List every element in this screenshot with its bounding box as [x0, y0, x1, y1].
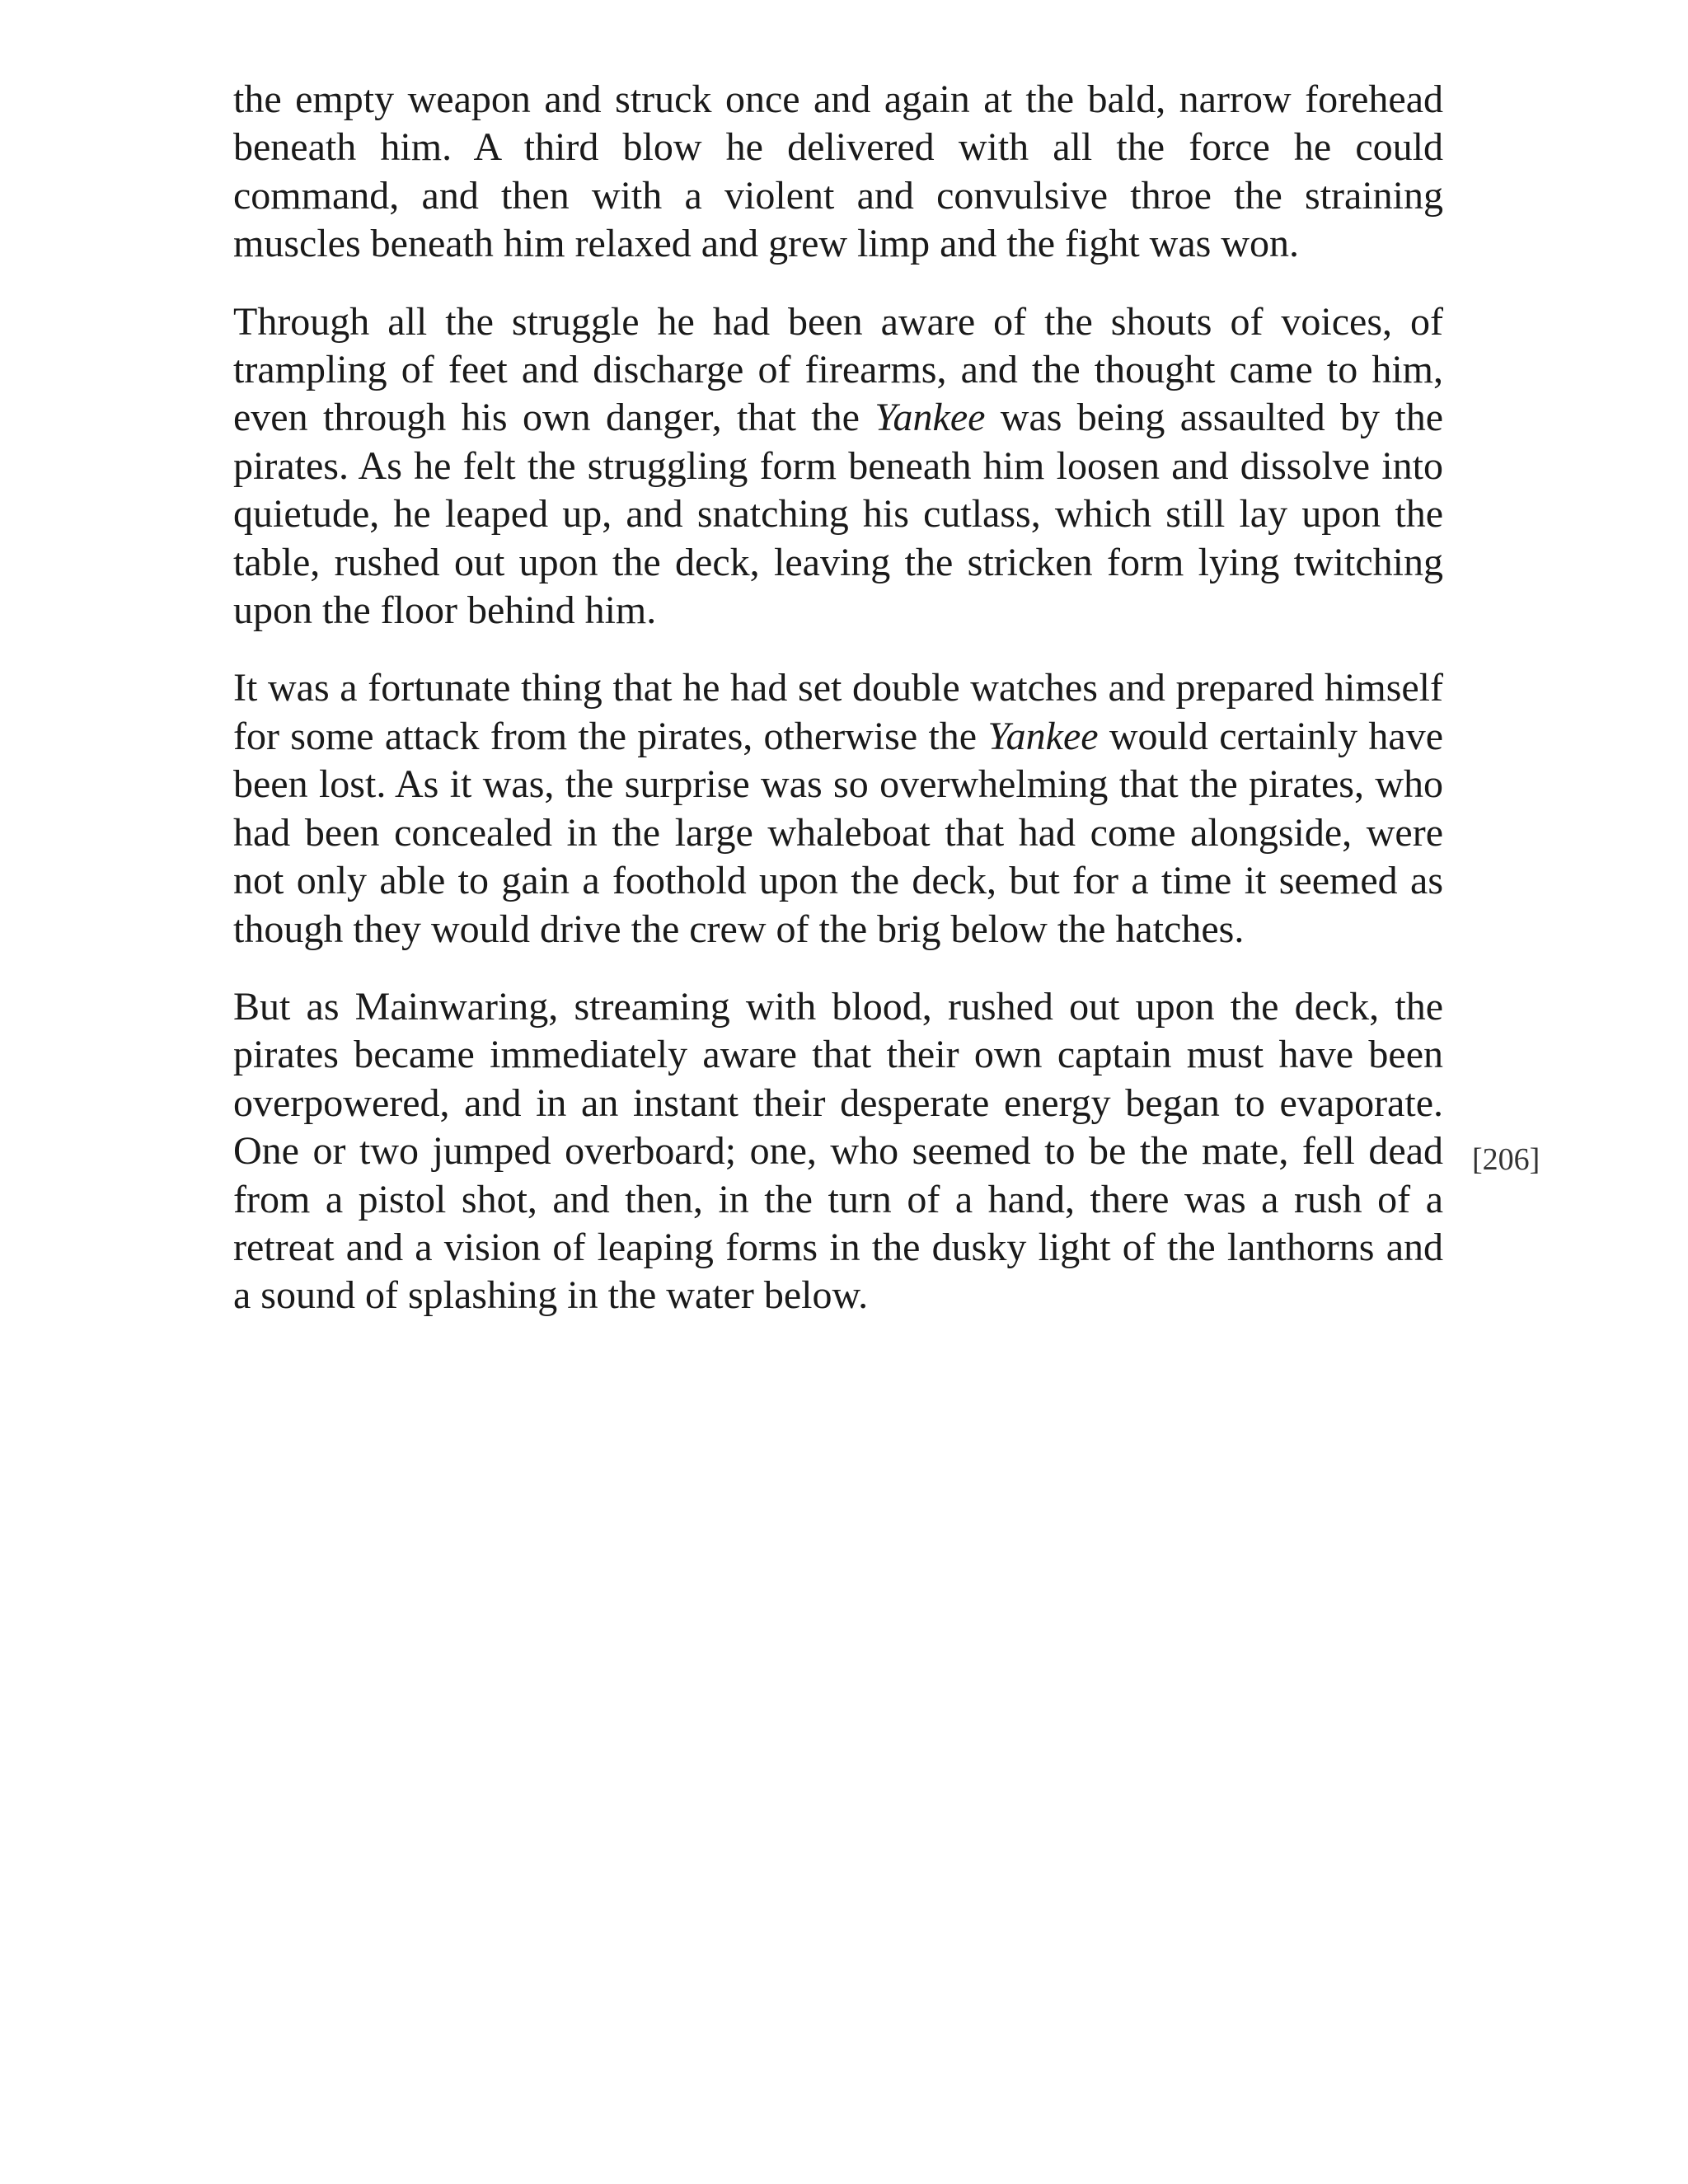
paragraph-2: [233, 298, 1443, 635]
paragraph-2-text-before: Through all the struggle he had been aware of the shouts of voices, of trampling of feet and discharge of firearms, and the thought came to him, even through his own danger, that the: [233, 299, 1443, 440]
paragraph-2-text-after: was being assaulted by the pirates. As he felt the struggling form beneath him loosen and dissolve into quietude, he leaped up, and snatching his cutlass, which still lay upon the table, rushed out upon the deck, leaving the stricken form lying twitching upon the floor behind him.: [233, 396, 1444, 633]
paragraph-4: [233, 983, 1443, 1320]
page-number-marker: [206]: [1472, 1142, 1540, 1177]
body-text: [233, 76, 1443, 1320]
ship-name-italic: Yankee: [874, 396, 986, 440]
paragraph-3: [233, 664, 1443, 953]
paragraph-3-text-before: It was a fortunate thing that he had set double watches and prepared himself for some attack from the pirates, otherwise the: [233, 666, 1443, 758]
ship-name-italic: Yankee: [987, 714, 1099, 758]
paragraph-1-text: the empty weapon and struck once and again at the bald, narrow forehead beneath him. A third blow he delivered with all the force he could command, and then with a violent and convulsive throe the straining muscles beneath him relaxed and grew limp and the fight was won.: [233, 77, 1443, 266]
paragraph-1: [233, 76, 1443, 269]
paragraph-4-text: But as Mainwaring, streaming with blood, rushed out upon the deck, the pirates became immediately aware that their own captain must have been overpowered, and in an instant their desperate energy began to evaporate. One or two jumped overboard; one, who seemed to be the mate, fell dead from a pistol shot, and then, in the turn of a hand, there was a rush of a retreat and a vision of leaping forms in the dusky light of the lanthorns and a sound of splashing in the water below.: [233, 984, 1443, 1318]
paragraph-3-text-after: would certainly have been lost. As it was, the surprise was so overwhelming that the pirates, who had been concealed in the large whaleboat that had come alongside, were not only able to gain a foothold upon the deck, but for a time it seemed as though they would drive the crew of the brig below the hatches.: [233, 714, 1443, 951]
